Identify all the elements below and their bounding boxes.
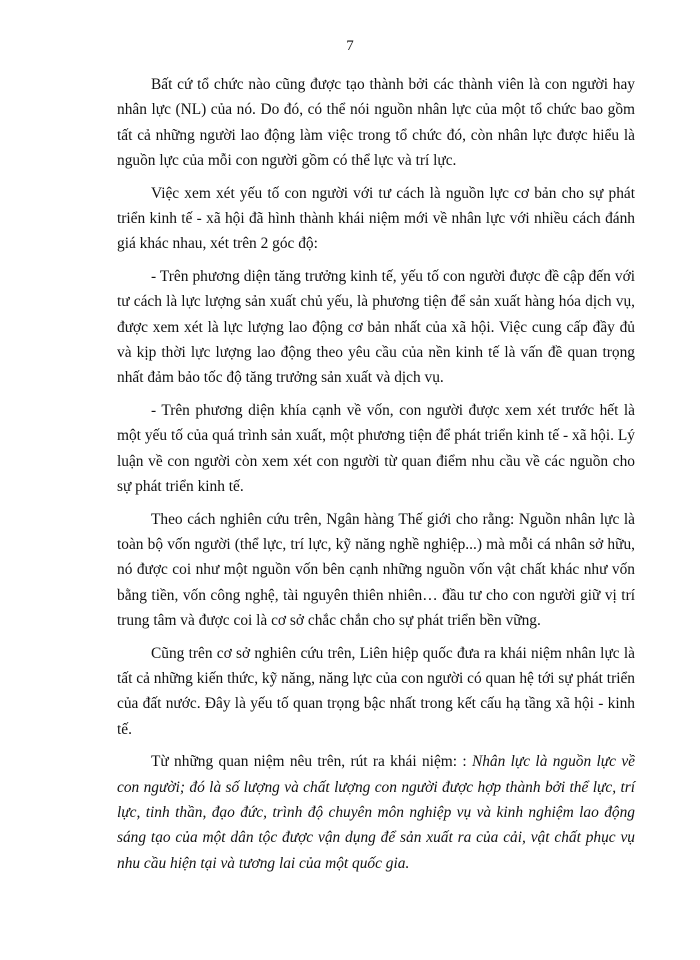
page-number: 7 bbox=[346, 38, 354, 54]
paragraph-capital-aspect: - Trên phương diện khía cạnh về vốn, con người được xem xét trước hết là một yếu tố của quá trình sản xuất, một phương tiện để phát triển kinh tế - xã hội. Lý luận về con người còn xem xét con người từ quan điểm nhu cầu về các nguồn cho sự phát triển kinh tế. bbox=[117, 401, 635, 496]
paragraph-united-nations: Cũng trên cơ sở nghiên cứu trên, Liên hiệp quốc đưa ra khái niệm nhân lực là tất cả những kiến thức, kỹ năng, năng lực của con người có quan hệ tới sự phát triển của đất nước. Đây là yếu tố quan trọng bậc nhất trong kết cấu hạ tầng xã hội - kinh tế. bbox=[117, 644, 635, 738]
paragraph-organization-definition: Bất cứ tổ chức nào cũng được tạo thành bởi các thành viên là con người hay nhân lực (NL) của nó. Do đó, có thể nói nguồn nhân lực của một tổ chức bao gồm tất cả những người lao động làm việc trong tổ chức đó, còn nhân lực được hiểu là nguồn lực của mỗi con người gồm có thể lực và trí lực. bbox=[117, 76, 635, 170]
paragraph-human-factor: Việc xem xét yếu tố con người với tư cách là nguồn lực cơ bản cho sự phát triển kinh tế - xã hội đã hình thành khái niệm mới về nhân lực với nhiều cách đánh giá khác nhau, xét trên 2 góc độ: bbox=[117, 184, 635, 253]
paragraph-conclusion bbox=[117, 749, 635, 876]
paragraph-economic-growth: - Trên phương diện tăng trưởng kinh tế, yếu tố con người được đề cập đến với tư cách là lực lượng sản xuất chủ yếu, là phương tiện để sản xuất hàng hóa dịch vụ, được xem xét là lực lượng lao động cơ bản nhất của xã hội. Việc cung cấp đầy đủ và kịp thời lực lượng lao động theo yêu cầu của nền kinh tế là vấn đề quan trọng nhất đảm bảo tốc độ tăng trưởng sản xuất và dịch vụ. bbox=[117, 267, 635, 387]
paragraph-world-bank: Theo cách nghiên cứu trên, Ngân hàng Thế giới cho rằng: Nguồn nhân lực là toàn bộ vốn người (thể lực, trí lực, kỹ năng nghề nghiệp...) mà mỗi cá nhân sở hữu, nó được coi như một nguồn vốn bên cạnh những nguồn vốn vật chất khác như vốn bằng tiền, vốn công nghệ, tài nguyên thiên nhiên… đầu tư cho con người giữ vị trí trung tâm và được coi là cơ sở chắc chắn cho sự phát triển bền vững. bbox=[117, 510, 635, 630]
conclusion-lead: Từ những quan niệm nêu trên, rút ra khái niệm: : bbox=[151, 753, 472, 771]
conclusion-definition: Nhân lực là nguồn lực về con người; đó là số lượng và chất lượng con người được hợp thành bởi thể lực, trí lực, tinh thần, đạo đức, trình độ chuyên môn nghiệp vụ và kinh nghiệm lao động sáng tạo của một dân tộc được vận dụng để sản xuất ra của cải, vật chất phục vụ nhu cầu hiện tại và tương lai của một quốc gia. bbox=[117, 753, 635, 872]
document-body bbox=[117, 72, 635, 883]
